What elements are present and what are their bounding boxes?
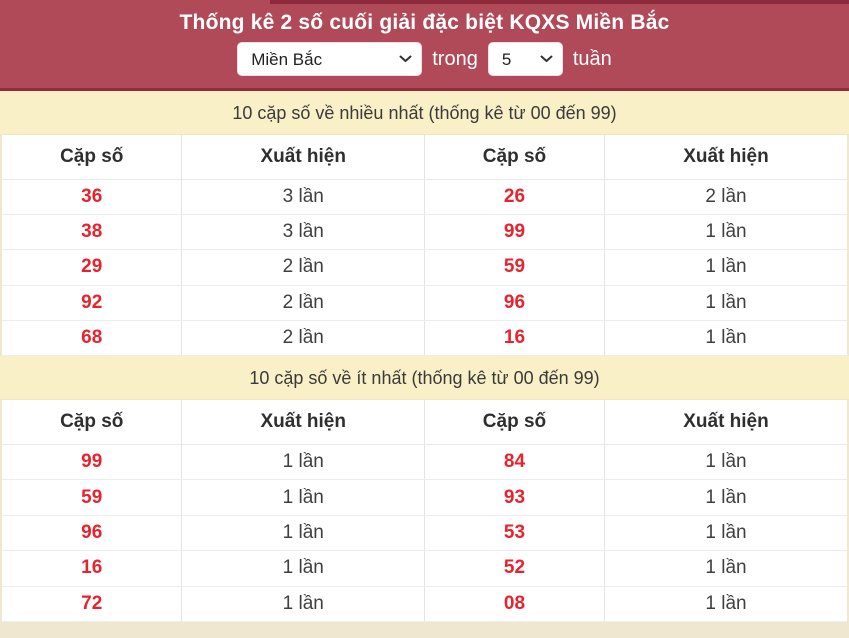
pair-number-cell: 52	[424, 551, 604, 586]
stats-table-least-frequent	[2, 400, 847, 621]
top-dark-strip	[270, 0, 849, 4]
frequency-cell: 1 lần	[182, 515, 425, 550]
table-row	[2, 480, 847, 515]
frequency-cell: 3 lần	[182, 179, 425, 214]
frequency-cell: 1 lần	[182, 586, 425, 621]
column-header-frequency: Xuất hiện	[604, 135, 847, 179]
frequency-cell: 2 lần	[604, 179, 847, 214]
pair-number-cell: 96	[2, 515, 182, 550]
frequency-cell: 2 lần	[182, 285, 425, 320]
frequency-cell: 1 lần	[182, 444, 425, 479]
table-row	[2, 515, 847, 550]
pair-number-cell: 99	[2, 444, 182, 479]
region-select-wrap	[237, 42, 422, 76]
column-header-pair: Cặp số	[2, 400, 182, 444]
column-header-pair: Cặp số	[424, 135, 604, 179]
pair-number-cell: 36	[2, 179, 182, 214]
column-header-pair: Cặp số	[424, 400, 604, 444]
frequency-cell: 2 lần	[182, 250, 425, 285]
pair-number-cell: 99	[424, 214, 604, 249]
table-row	[2, 214, 847, 249]
table-header-row	[2, 135, 847, 179]
frequency-cell: 1 lần	[604, 285, 847, 320]
filter-controls	[0, 42, 849, 76]
table-row	[2, 250, 847, 285]
table-row	[2, 551, 847, 586]
weeks-select-wrap	[488, 42, 563, 76]
frequency-cell: 3 lần	[182, 214, 425, 249]
pair-number-cell: 84	[424, 444, 604, 479]
frequency-cell: 2 lần	[182, 321, 425, 356]
weeks-select[interactable]	[488, 42, 563, 76]
pair-number-cell: 68	[2, 321, 182, 356]
pair-number-cell: 59	[424, 250, 604, 285]
pair-number-cell: 29	[2, 250, 182, 285]
frequency-cell: 1 lần	[182, 551, 425, 586]
frequency-cell: 1 lần	[604, 444, 847, 479]
table-row	[2, 179, 847, 214]
table-row	[2, 586, 847, 621]
frequency-cell: 1 lần	[604, 250, 847, 285]
pair-number-cell: 08	[424, 586, 604, 621]
frequency-cell: 1 lần	[604, 214, 847, 249]
frequency-cell: 1 lần	[604, 551, 847, 586]
column-header-frequency: Xuất hiện	[604, 400, 847, 444]
column-header-frequency: Xuất hiện	[182, 400, 425, 444]
pair-number-cell: 59	[2, 480, 182, 515]
trong-label: trong	[432, 47, 478, 70]
pair-number-cell: 26	[424, 179, 604, 214]
column-header-frequency: Xuất hiện	[182, 135, 425, 179]
table-row	[2, 444, 847, 479]
frequency-cell: 1 lần	[604, 586, 847, 621]
section-title-least-frequent: 10 cặp số về ít nhất (thống kê từ 00 đến 99)	[0, 356, 849, 400]
app-header	[0, 0, 849, 91]
frequency-cell: 1 lần	[604, 515, 847, 550]
table-header-row	[2, 400, 847, 444]
pair-number-cell: 72	[2, 586, 182, 621]
pair-number-cell: 96	[424, 285, 604, 320]
stats-table-most-frequent	[2, 135, 847, 356]
table-row	[2, 285, 847, 320]
pair-number-cell: 16	[2, 551, 182, 586]
frequency-cell: 1 lần	[604, 321, 847, 356]
page-title: Thống kê 2 số cuối giải đặc biệt KQXS Miền Bắc	[179, 11, 670, 34]
pair-number-cell: 38	[2, 214, 182, 249]
table-row	[2, 321, 847, 356]
column-header-pair: Cặp số	[2, 135, 182, 179]
region-select[interactable]	[237, 42, 422, 76]
pair-number-cell: 92	[2, 285, 182, 320]
tuan-label: tuần	[572, 47, 612, 70]
pair-number-cell: 93	[424, 480, 604, 515]
pair-number-cell: 16	[424, 321, 604, 356]
frequency-cell: 1 lần	[604, 480, 847, 515]
frequency-cell: 1 lần	[182, 480, 425, 515]
section-title-most-frequent: 10 cặp số về nhiều nhất (thống kê từ 00 đến 99)	[0, 91, 849, 135]
pair-number-cell: 53	[424, 515, 604, 550]
